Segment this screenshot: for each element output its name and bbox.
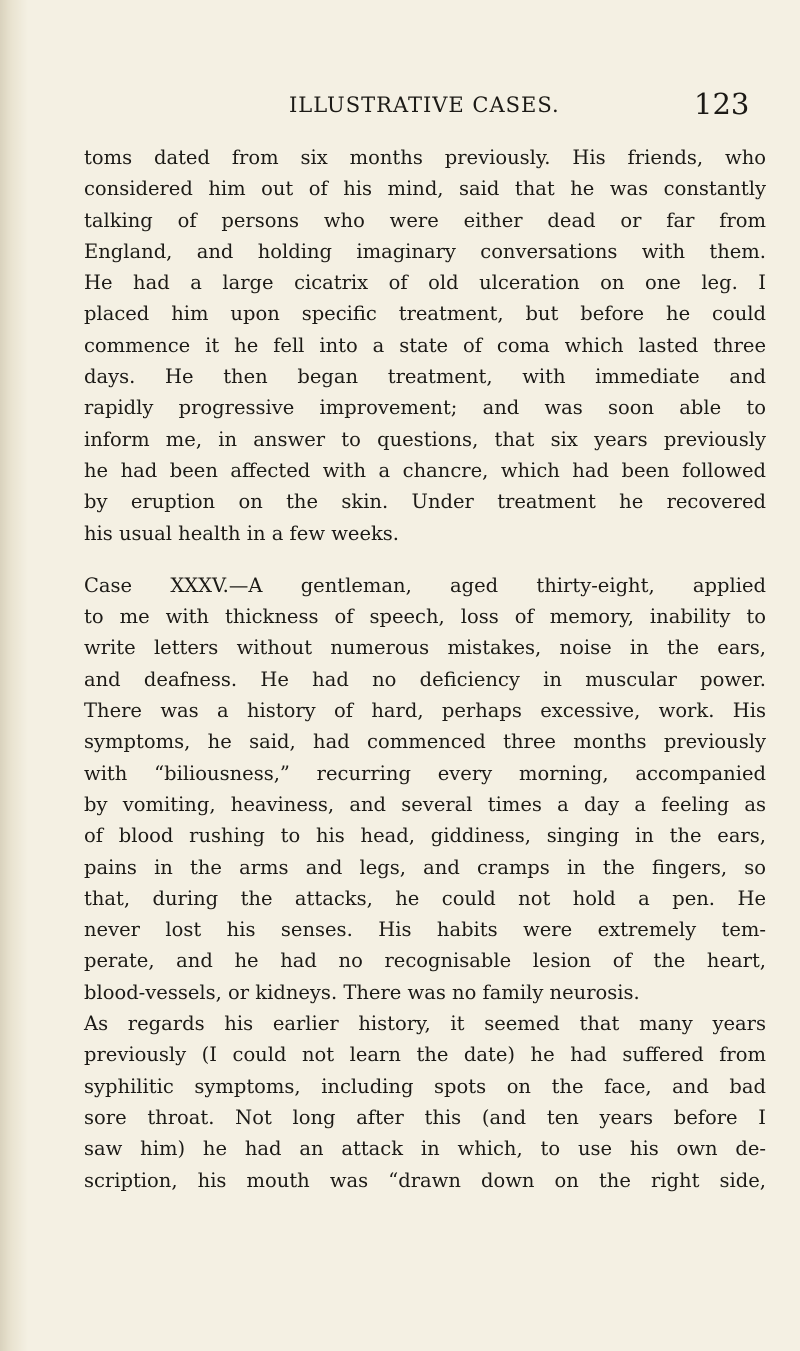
text-line: considered him out of his mind, said that he was constantly (84, 177, 766, 201)
text-line: inform me, in answer to questions, that six years previously (84, 427, 766, 451)
text-line: symptoms, he said, had commenced three months previously (84, 730, 766, 754)
paragraph-continuation (84, 142, 766, 549)
text-line: commence it he fell into a state of coma which lasted three (84, 333, 766, 357)
text-line: England, and holding imaginary conversations with them. (84, 239, 766, 263)
text-line: that, during the attacks, he could not hold a pen. He (84, 886, 766, 910)
text-line: he had been affected with a chancre, which had been followed (84, 458, 766, 482)
paragraph-gap (84, 549, 766, 570)
text-line: talking of persons who were either dead or far from (84, 208, 766, 232)
text-line: As regards his earlier history, it seemed that many years (84, 1012, 766, 1036)
text-line: syphilitic symptoms, including spots on the face, and bad (84, 1074, 766, 1098)
text-line: pains in the arms and legs, and cramps in the fingers, so (84, 855, 766, 879)
text-line: his usual health in a few weeks. (84, 521, 399, 545)
text-line: with “biliousness,” recurring every morning, accompanied (84, 761, 766, 785)
text-line: never lost his senses. His habits were extremely tem- (84, 918, 766, 942)
running-head (0, 87, 800, 129)
text-line: Case XXXV.—A gentleman, aged thirty-eight, applied (84, 573, 766, 597)
text-line: scription, his mouth was “drawn down on the right side, (84, 1168, 766, 1192)
paragraph-earlier-history (84, 1008, 766, 1196)
text-line: previously (I could not learn the date) he had suffered from (84, 1043, 766, 1067)
text-line: of blood rushing to his head, giddiness, singing in the ears, (84, 824, 766, 848)
text-line: perate, and he had no recognisable lesion of the heart, (84, 949, 766, 973)
text-line: He had a large cicatrix of old ulceration on one leg. I (84, 271, 766, 295)
text-line: and deafness. He had no deficiency in muscular power. (84, 667, 766, 691)
text-line: sore throat. Not long after this (and ten years before I (84, 1105, 766, 1129)
text-line: toms dated from six months previously. His friends, who (84, 146, 766, 169)
page-number: 123 (694, 87, 750, 121)
text-line: to me with thickness of speech, loss of memory, inability to (84, 605, 766, 629)
page-gutter-shadow (0, 0, 28, 1351)
text-line: write letters without numerous mistakes, noise in the ears, (84, 636, 766, 660)
text-line: by eruption on the skin. Under treatment he recovered (84, 490, 766, 514)
text-line: rapidly progressive improvement; and was soon able to (84, 396, 766, 420)
text-line: placed him upon specific treatment, but before he could (84, 302, 766, 326)
text-line: There was a history of hard, perhaps excessive, work. His (84, 699, 766, 723)
text-line: by vomiting, heaviness, and several times a day a feeling as (84, 792, 766, 816)
paragraph-case-xxxv (84, 570, 766, 1008)
body-text (84, 142, 766, 1196)
text-line: blood-vessels, or kidneys. There was no family neurosis. (84, 980, 640, 1004)
text-line: days. He then began treatment, with immediate and (84, 365, 766, 389)
running-head-title: ILLUSTRATIVE CASES. (289, 93, 560, 117)
text-line: saw him) he had an attack in which, to use his own de- (84, 1137, 766, 1161)
